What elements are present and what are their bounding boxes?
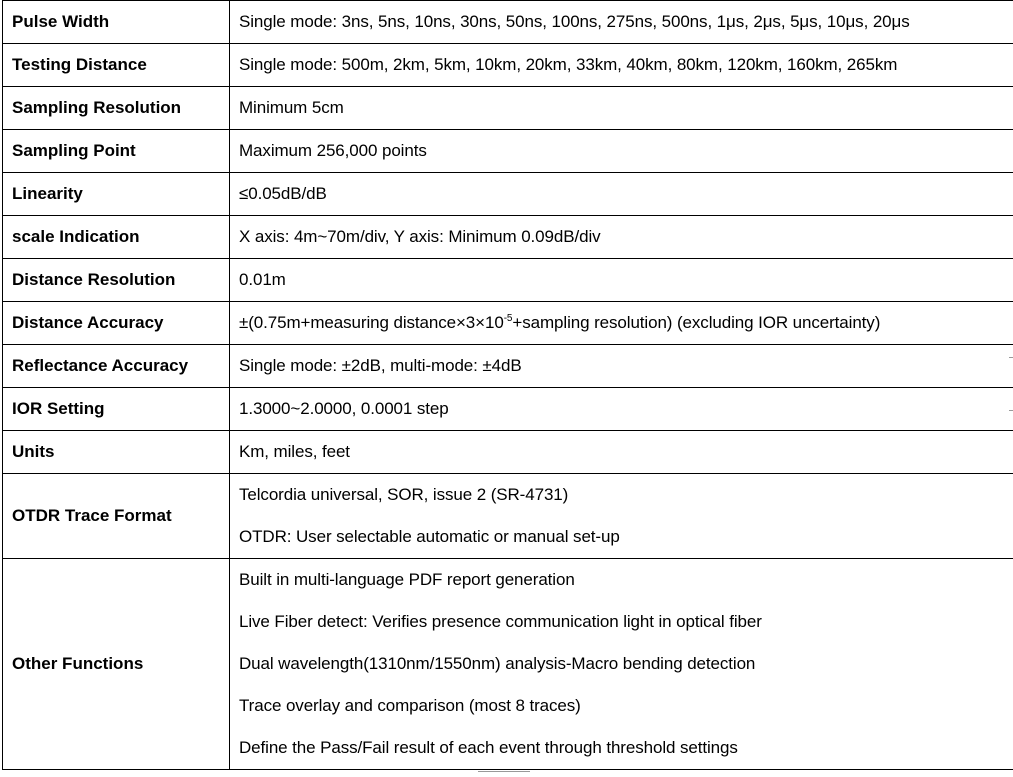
spec-row-otdr-trace-format xyxy=(3,474,1013,559)
spec-label: scale Indication xyxy=(3,216,230,259)
spec-value xyxy=(230,302,1013,345)
spec-row-sampling-point xyxy=(3,130,1013,173)
spec-row-other-functions xyxy=(3,559,1013,770)
page-edge-mark xyxy=(1009,410,1013,411)
spec-value xyxy=(230,474,1013,559)
spec-row-distance-accuracy xyxy=(3,302,1013,345)
spec-value-part: ±(0.75m+measuring distance×3×10 xyxy=(239,313,504,332)
spec-value: Minimum 5cm xyxy=(230,87,1013,130)
spec-label: Sampling Point xyxy=(3,130,230,173)
page-edge-mark xyxy=(1009,357,1013,358)
spec-label: Other Functions xyxy=(3,559,230,770)
spec-value-line: Telcordia universal, SOR, issue 2 (SR-4731) xyxy=(239,474,1007,516)
spec-value-exponent: -5 xyxy=(504,313,513,324)
spec-label: Pulse Width xyxy=(3,1,230,44)
spec-label: Testing Distance xyxy=(3,44,230,87)
spec-row-reflectance-accuracy xyxy=(3,345,1013,388)
spec-row-units xyxy=(3,431,1013,474)
spec-value: Single mode: 3ns, 5ns, 10ns, 30ns, 50ns, 100ns, 275ns, 500ns, 1μs, 2μs, 5μs, 10μs, 20μs xyxy=(230,1,1013,44)
spec-label: Linearity xyxy=(3,173,230,216)
spec-label: Distance Resolution xyxy=(3,259,230,302)
spec-row-ior-setting xyxy=(3,388,1013,431)
spec-row-distance-resolution xyxy=(3,259,1013,302)
spec-label: Distance Accuracy xyxy=(3,302,230,345)
spec-value: Maximum 256,000 points xyxy=(230,130,1013,173)
spec-value: 1.3000~2.0000, 0.0001 step xyxy=(230,388,1013,431)
spec-table xyxy=(2,0,1013,770)
spec-value xyxy=(230,559,1013,770)
spec-value-line: Trace overlay and comparison (most 8 traces) xyxy=(239,685,1007,727)
spec-row-testing-distance xyxy=(3,44,1013,87)
spec-label: Reflectance Accuracy xyxy=(3,345,230,388)
spec-value-line: Dual wavelength(1310nm/1550nm) analysis-Macro bending detection xyxy=(239,643,1007,685)
spec-value-line: Built in multi-language PDF report generation xyxy=(239,559,1007,601)
spec-value-part: +sampling resolution) (excluding IOR uncertainty) xyxy=(512,313,880,332)
spec-value-line: Define the Pass/Fail result of each event through threshold settings xyxy=(239,727,1007,769)
spec-row-linearity xyxy=(3,173,1013,216)
spec-label: IOR Setting xyxy=(3,388,230,431)
spec-value: X axis: 4m~70m/div, Y axis: Minimum 0.09dB/div xyxy=(230,216,1013,259)
spec-row-sampling-resolution xyxy=(3,87,1013,130)
spec-value-line: OTDR: User selectable automatic or manual set-up xyxy=(239,516,1007,558)
page-bottom-mark xyxy=(478,771,530,777)
spec-value-line: Live Fiber detect: Verifies presence communication light in optical fiber xyxy=(239,601,1007,643)
spec-value: 0.01m xyxy=(230,259,1013,302)
spec-label: OTDR Trace Format xyxy=(3,474,230,559)
spec-row-scale-indication xyxy=(3,216,1013,259)
spec-value: Single mode: ±2dB, multi-mode: ±4dB xyxy=(230,345,1013,388)
spec-value: Single mode: 500m, 2km, 5km, 10km, 20km, 33km, 40km, 80km, 120km, 160km, 265km xyxy=(230,44,1013,87)
spec-row-pulse-width xyxy=(3,1,1013,44)
spec-value: ≤0.05dB/dB xyxy=(230,173,1013,216)
spec-label: Sampling Resolution xyxy=(3,87,230,130)
spec-value: Km, miles, feet xyxy=(230,431,1013,474)
spec-label: Units xyxy=(3,431,230,474)
